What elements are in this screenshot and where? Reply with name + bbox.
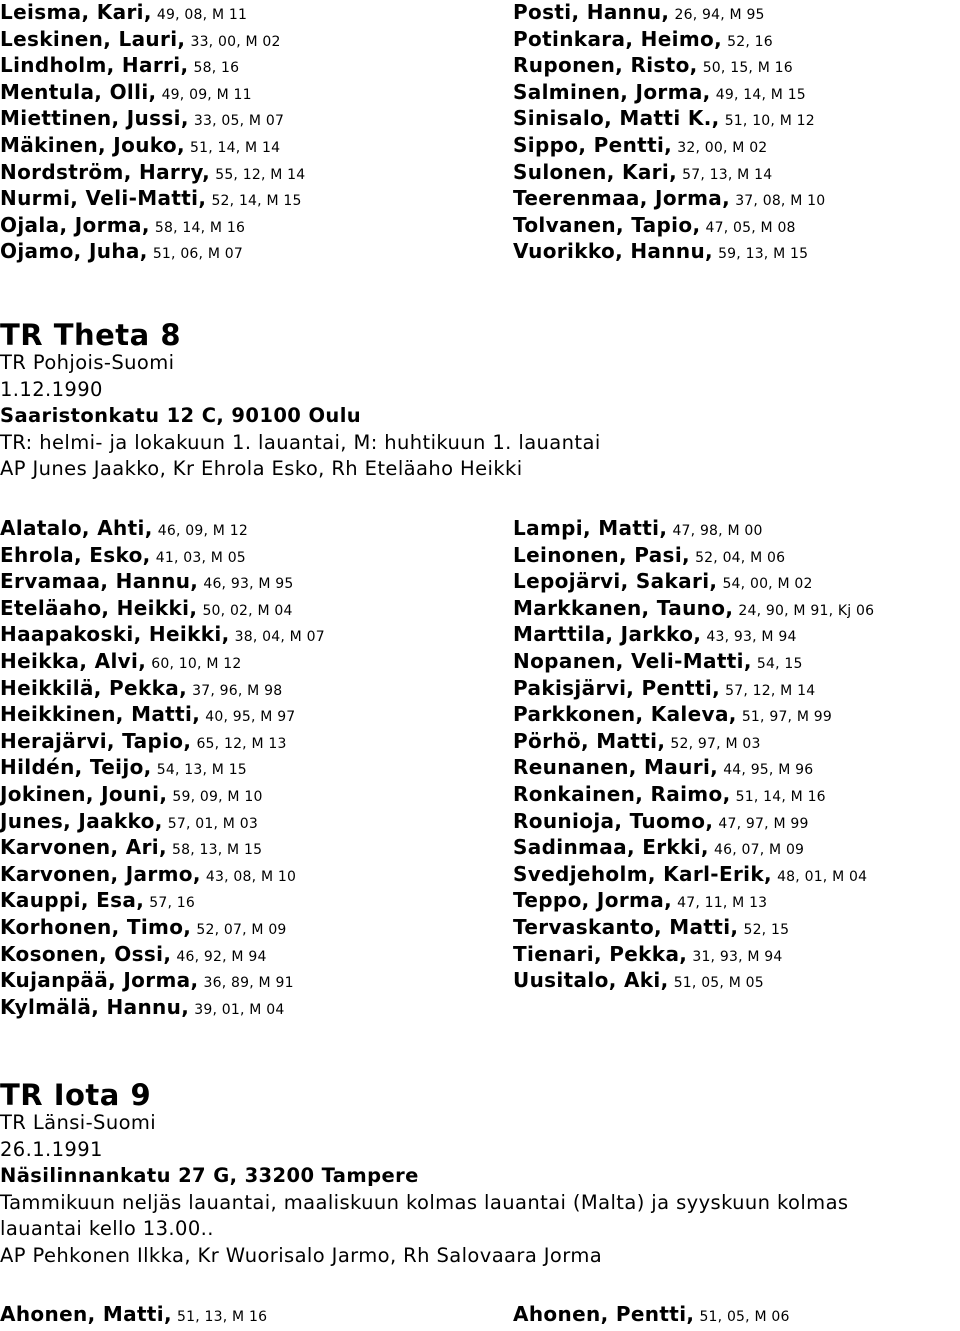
member-details: 51, 13, M 16 (177, 1309, 268, 1325)
region: TR Pohjois-Suomi (0, 351, 175, 374)
member-name: Alatalo, Ahti, (0, 516, 153, 540)
member-name: Kosonen, Ossi, (0, 941, 172, 966)
member-entry (0, 26, 513, 53)
member-details: 52, 04, M 06 (695, 549, 786, 566)
member-details: 37, 08, M 10 (735, 193, 826, 210)
member-entry (513, 105, 960, 132)
member-entry (0, 941, 513, 968)
member-details: 31, 93, M 94 (692, 948, 783, 965)
address: Saaristonkatu 12 C, 90100 Oulu (0, 404, 362, 428)
member-name: Posti, Hannu, (513, 0, 670, 24)
member-entry (0, 675, 513, 702)
member-entry (513, 132, 960, 159)
member-name: Parkkonen, Kaleva, (513, 702, 737, 727)
member-name: Heikkilä, Pekka, (0, 675, 188, 700)
member-details: 51, 97, M 99 (741, 709, 833, 726)
member-details: 36, 89, M 91 (203, 975, 294, 992)
member-name: Ronkainen, Raimo, (513, 781, 731, 806)
founding-date: 26.1.1991 (0, 1137, 103, 1161)
member-entry (0, 79, 513, 106)
member-name: Reunanen, Mauri, (513, 755, 719, 780)
member-name: Ojamo, Juha, (0, 239, 148, 264)
member-name: Hildén, Teijo, (0, 755, 152, 780)
member-entry (0, 0, 513, 26)
member-details: 58, 14, M 16 (154, 219, 246, 236)
member-name: Mentula, Olli, (0, 79, 157, 104)
member-details: 48, 01, M 04 (777, 868, 868, 885)
member-details: 46, 07, M 09 (713, 842, 805, 859)
member-name: Sippo, Pentti, (513, 132, 673, 157)
member-entry (513, 212, 960, 239)
member-name: Ahonen, Pentti, (513, 1302, 695, 1326)
member-entry (0, 701, 513, 728)
member-details: 49, 09, M 11 (161, 86, 252, 103)
member-details: 58, 13, M 15 (172, 842, 263, 859)
member-name: Haapakoski, Heikki, (0, 622, 230, 647)
member-details: 52, 14, M 15 (211, 193, 302, 210)
member-name: Svedjeholm, Karl-Erik, (513, 861, 772, 886)
member-details: 46, 09, M 12 (157, 523, 248, 539)
member-entry (0, 754, 513, 781)
member-details: 54, 00, M 02 (722, 576, 813, 593)
member-entry (0, 887, 513, 914)
member-name: Miettinen, Jussi, (0, 106, 189, 131)
member-entry (513, 159, 960, 186)
member-details: 41, 03, M 05 (155, 549, 246, 566)
member-details: 24, 90, M 91, Kj 06 (738, 602, 875, 619)
member-details: 32, 00, M 02 (677, 139, 768, 156)
member-details: 49, 14, M 15 (715, 86, 806, 103)
member-name: Ruponen, Risto, (513, 53, 698, 78)
region: TR Länsi-Suomi (0, 1111, 157, 1134)
member-details: 65, 12, M 13 (196, 735, 287, 752)
theta-list-left (0, 515, 513, 1020)
member-details: 50, 02, M 04 (202, 602, 293, 619)
member-entry (513, 542, 960, 569)
member-entry (513, 515, 960, 542)
member-entry (0, 105, 513, 132)
member-name: Mäkinen, Jouko, (0, 132, 185, 157)
member-details: 33, 00, M 02 (190, 33, 281, 50)
member-details: 54, 13, M 15 (156, 762, 247, 779)
meeting-schedule: TR: helmi- ja lokakuun 1. lauantai, M: huhtikuun 1. lauantai (0, 430, 601, 454)
member-name: Sulonen, Kari, (513, 159, 678, 184)
member-entry (513, 754, 960, 781)
officers: AP Pehkonen Ilkka, Kr Wuorisalo Jarmo, Rh Salovaara Jorma (0, 1243, 603, 1267)
member-details: 43, 93, M 94 (706, 629, 797, 646)
member-entry (0, 159, 513, 186)
member-name: Ehrola, Esko, (0, 542, 151, 567)
member-name: Marttila, Jarkko, (513, 622, 702, 647)
member-name: Salminen, Jorma, (513, 79, 711, 104)
section-title: TR Iota 9 (0, 1078, 152, 1112)
member-entry (0, 834, 513, 861)
member-entry (513, 887, 960, 914)
member-name: Tolvanen, Tapio, (513, 212, 701, 237)
member-details: 47, 11, M 13 (677, 895, 768, 912)
member-entry (0, 52, 513, 79)
member-details: 54, 15 (756, 655, 803, 672)
member-entry (0, 621, 513, 648)
member-details: 39, 01, M 04 (194, 1001, 285, 1018)
member-name: Vuorikko, Hannu, (513, 239, 713, 264)
member-details: 51, 05, M 05 (673, 975, 764, 992)
member-name: Tervaskanto, Matti, (513, 914, 739, 939)
member-details: 51, 06, M 07 (152, 246, 243, 263)
member-name: Lindholm, Harri, (0, 53, 189, 78)
member-name: Karvonen, Ari, (0, 835, 167, 860)
member-name: Nordström, Harry, (0, 159, 211, 184)
member-entry (0, 185, 513, 212)
member-name: Lampi, Matti, (513, 516, 668, 540)
member-name: Korhonen, Timo, (0, 914, 192, 939)
member-entry (0, 914, 513, 941)
theta-section-header (0, 318, 960, 483)
member-name: Ervamaa, Hannu, (0, 569, 199, 594)
member-details: 51, 14, M 16 (735, 788, 826, 805)
member-name: Leskinen, Lauri, (0, 26, 186, 51)
member-entry (513, 648, 960, 675)
theta-list-right (513, 515, 960, 1020)
member-entry (513, 1301, 960, 1328)
member-entry (513, 26, 960, 53)
member-name: Ojala, Jorma, (0, 212, 150, 237)
member-details: 52, 15 (743, 921, 790, 938)
member-details: 57, 01, M 03 (167, 815, 258, 832)
officers: AP Junes Jaakko, Kr Ehrola Esko, Rh Eteläaho Heikki (0, 457, 523, 481)
member-name: Leisma, Kari, (0, 0, 152, 24)
member-entry (513, 185, 960, 212)
member-details: 59, 09, M 10 (172, 788, 263, 805)
member-entry (513, 834, 960, 861)
iota-member-list (0, 1301, 960, 1328)
member-name: Junes, Jaakko, (0, 808, 163, 833)
member-name: Herajärvi, Tapio, (0, 728, 192, 753)
member-name: Teppo, Jorma, (513, 888, 673, 913)
member-name: Ahonen, Matti, (0, 1302, 172, 1326)
member-name: Pakisjärvi, Pentti, (513, 675, 721, 700)
member-entry (513, 861, 960, 888)
member-details: 26, 94, M 95 (674, 7, 765, 23)
member-name: Leinonen, Pasi, (513, 542, 690, 567)
member-entry (0, 967, 513, 994)
member-details: 51, 05, M 06 (699, 1309, 790, 1325)
member-name: Potinkara, Heimo, (513, 26, 723, 51)
member-entry (0, 861, 513, 888)
member-entry (513, 967, 960, 994)
member-entry (0, 994, 513, 1021)
member-entry (513, 0, 960, 26)
member-name: Tienari, Pekka, (513, 941, 688, 966)
member-details: 57, 16 (149, 895, 195, 912)
member-entry (513, 675, 960, 702)
top-member-list (0, 0, 960, 265)
member-details: 47, 05, M 08 (705, 219, 796, 236)
member-details: 51, 14, M 14 (190, 139, 281, 156)
member-entry (513, 914, 960, 941)
member-entry (0, 781, 513, 808)
member-entry (513, 79, 960, 106)
member-entry (0, 1301, 513, 1328)
iota-section-header (0, 1078, 960, 1270)
section-title: TR Theta 8 (0, 318, 182, 352)
member-details: 47, 97, M 99 (718, 815, 809, 832)
member-name: Karvonen, Jarmo, (0, 861, 201, 886)
member-details: 58, 16 (193, 60, 240, 77)
member-name: Eteläaho, Heikki, (0, 595, 198, 620)
member-name: Uusitalo, Aki, (513, 968, 669, 993)
member-name: Nopanen, Veli-Matti, (513, 648, 752, 673)
member-name: Teerenmaa, Jorma, (513, 186, 731, 211)
top-list-left (0, 0, 513, 265)
member-details: 51, 10, M 12 (724, 113, 815, 130)
member-name: Heikkinen, Matti, (0, 702, 201, 727)
member-name: Heikka, Alvi, (0, 648, 147, 673)
member-details: 37, 96, M 98 (192, 682, 283, 699)
member-name: Rounioja, Tuomo, (513, 808, 714, 833)
member-entry (513, 808, 960, 835)
member-name: Sinisalo, Matti K., (513, 106, 720, 131)
member-entry (513, 595, 960, 622)
meeting-schedule-line-2: lauantai kello 13.00.. (0, 1217, 214, 1241)
member-details: 60, 10, M 12 (151, 655, 242, 672)
member-entry (0, 648, 513, 675)
member-name: Pörhö, Matti, (513, 728, 666, 753)
top-list-right (513, 0, 960, 265)
member-details: 40, 95, M 97 (205, 709, 296, 726)
iota-list-left (0, 1301, 513, 1328)
member-entry (513, 52, 960, 79)
member-entry (513, 568, 960, 595)
member-entry (513, 781, 960, 808)
member-name: Markkanen, Tauno, (513, 595, 734, 620)
member-details: 33, 05, M 07 (193, 113, 285, 130)
member-details: 43, 08, M 10 (205, 868, 297, 885)
member-name: Lepojärvi, Sakari, (513, 569, 718, 594)
member-details: 46, 93, M 95 (203, 576, 294, 593)
member-entry (0, 238, 513, 265)
member-details: 47, 98, M 00 (672, 523, 763, 539)
meeting-schedule-line-1: Tammikuun neljäs lauantai, maaliskuun kolmas lauantai (Malta) ja syyskuun kolmas (0, 1190, 849, 1214)
member-name: Sadinmaa, Erkki, (513, 835, 709, 860)
member-entry (0, 568, 513, 595)
member-entry (513, 941, 960, 968)
founding-date: 1.12.1990 (0, 377, 103, 401)
theta-member-list (0, 515, 960, 1020)
member-entry (0, 212, 513, 239)
member-entry (0, 595, 513, 622)
member-entry (0, 542, 513, 569)
member-entry (0, 132, 513, 159)
member-name: Kylmälä, Hannu, (0, 994, 190, 1019)
member-entry (0, 808, 513, 835)
member-details: 38, 04, M 07 (234, 629, 325, 646)
member-name: Kujanpää, Jorma, (0, 968, 199, 993)
member-entry (513, 621, 960, 648)
member-entry (513, 238, 960, 265)
member-details: 57, 12, M 14 (725, 682, 816, 699)
iota-list-right (513, 1301, 960, 1328)
member-name: Jokinen, Jouni, (0, 781, 168, 806)
member-details: 59, 13, M 15 (718, 246, 809, 263)
member-name: Kauppi, Esa, (0, 888, 145, 913)
member-entry (513, 728, 960, 755)
member-details: 50, 15, M 16 (702, 60, 793, 77)
address: Näsilinnankatu 27 G, 33200 Tampere (0, 1164, 419, 1188)
member-entry (0, 728, 513, 755)
member-details: 49, 08, M 11 (156, 7, 248, 23)
member-details: 44, 95, M 96 (723, 762, 814, 779)
member-name: Nurmi, Veli-Matti, (0, 186, 207, 211)
member-details: 46, 92, M 94 (176, 948, 267, 965)
member-details: 57, 13, M 14 (682, 166, 773, 183)
member-details: 52, 16 (727, 33, 773, 50)
member-details: 52, 97, M 03 (670, 735, 761, 752)
member-entry (513, 701, 960, 728)
member-details: 52, 07, M 09 (196, 921, 287, 938)
member-details: 55, 12, M 14 (215, 166, 306, 183)
member-entry (0, 515, 513, 542)
